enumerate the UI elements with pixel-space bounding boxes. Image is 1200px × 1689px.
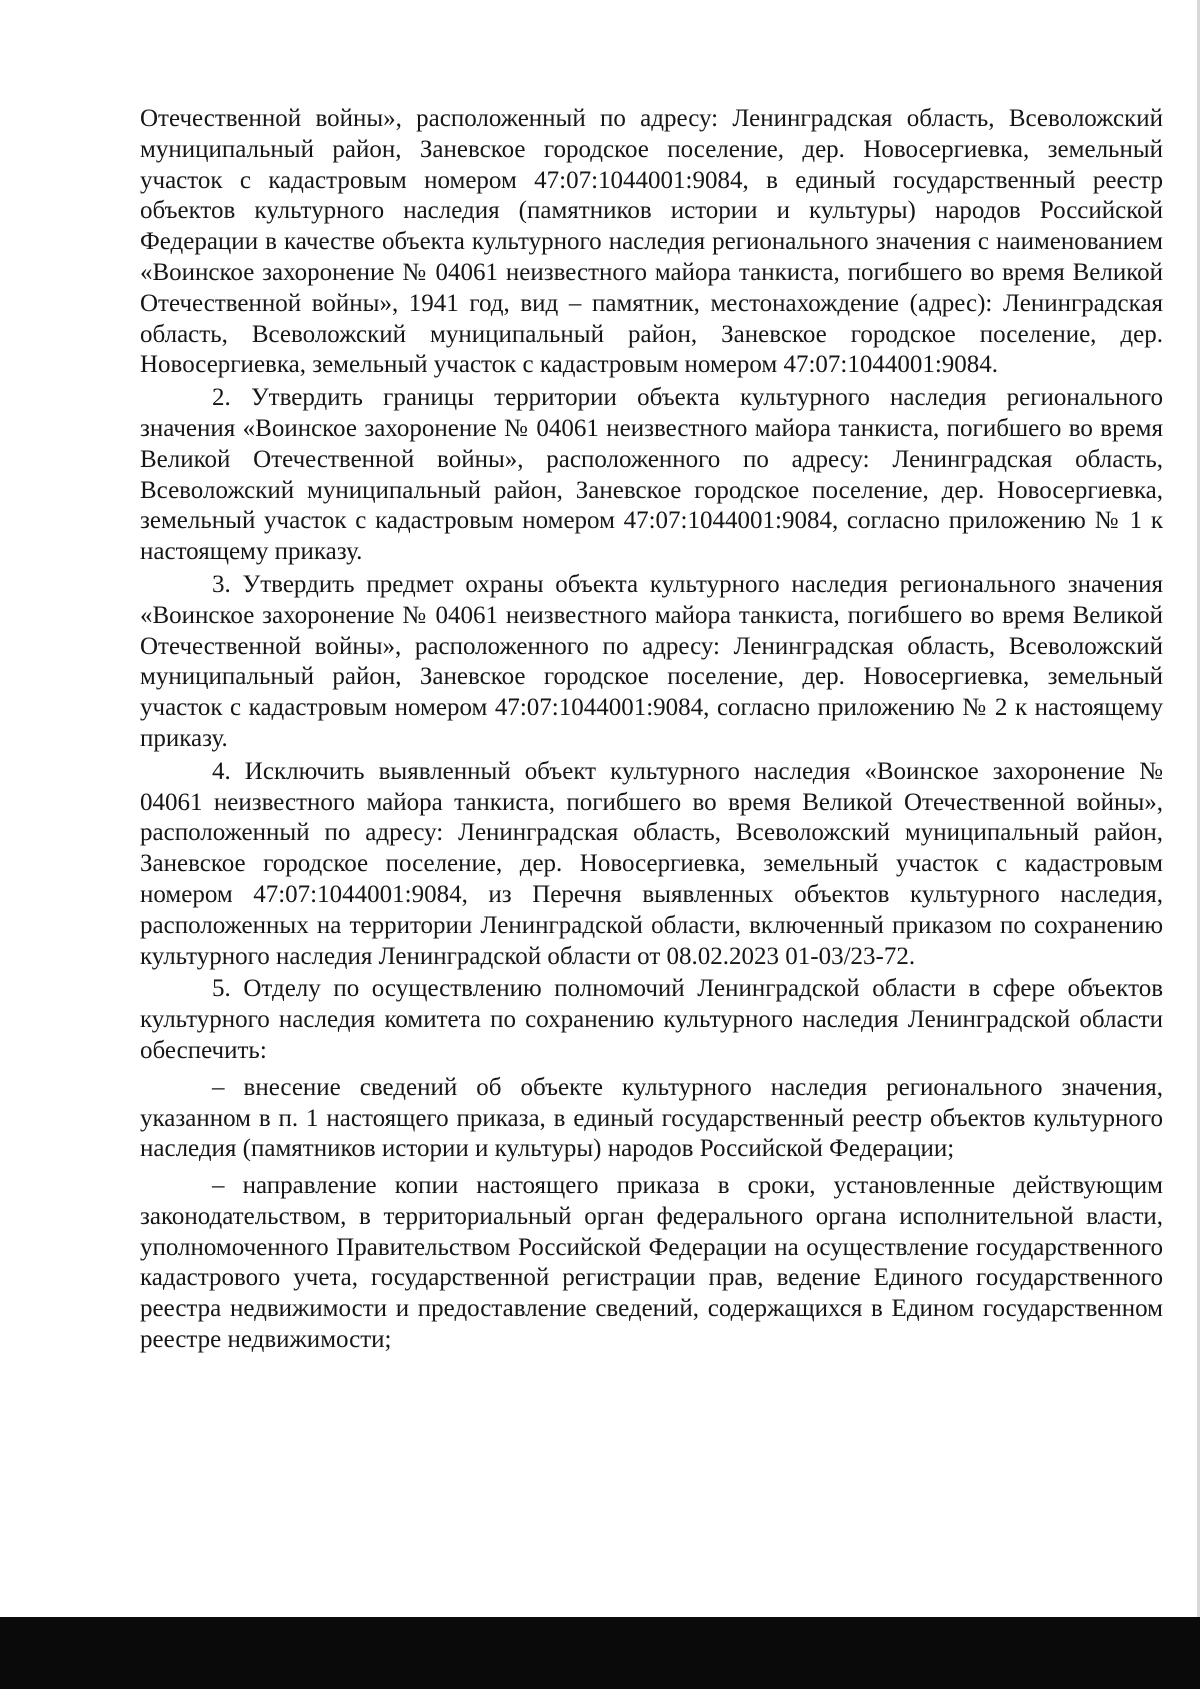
- paragraph-continuation: Отечественной войны», расположенный по адресу: Ленинградская область, Всеволожский муниципальный район, Заневское городское поселение, дер. Новосергиевка, земельный участок с кадастровым номером 47:07:1044001:9084, в единый государственный реестр объектов культурного наследия (памятников истории и культуры) народов Российской Федерации в качестве объекта культурного наследия регионального значения с наименованием «Воинское захоронение № 04061 неизвестного майора танкиста, погибшего во время Великой Отечественной войны», 1941 год, вид – памятник, местонахождение (адрес): Ленинградская область, Всеволожский муниципальный район, Заневское городское поселение, дер. Новосергиевка, земельный участок с кадастровым номером 47:07:1044001:9084.: [140, 105, 1163, 379]
- scan-bottom-border: [0, 1617, 1200, 1689]
- paragraph-item-3: 3. Утвердить предмет охраны объекта культурного наследия регионального значения «Воинское захоронение № 04061 неизвестного майора танкиста, погибшего во время Великой Отечественной войны», расположенного по адресу: Ленинградская область, Всеволожский муниципальный район, Заневское городское поселение, дер. Новосергиевка, земельный участок с кадастровым номером 47:07:1044001:9084, согласно приложению № 2 к настоящему приказу.: [140, 570, 1163, 752]
- paragraph-item-2: 2. Утвердить границы территории объекта культурного наследия регионального значения «Воинское захоронение № 04061 неизвестного майора танкиста, погибшего во время Великой Отечественной войны», расположенного по адресу: Ленинградская область, Всеволожский муниципальный район, Заневское городское поселение, дер. Новосергиевка, земельный участок с кадастровым номером 47:07:1044001:9084, согласно приложению № 1 к настоящему приказу.: [140, 384, 1163, 566]
- document-body: [140, 104, 1163, 1356]
- paragraph-bullet-copy: – направление копии настоящего приказа в сроки, установленные действующим законодательством, в территориальный орган федерального органа исполнительной власти, уполномоченного Правительством Российской Федерации на осуществление государственного кадастрового учета, государственной регистрации прав, ведение Единого государственного реестра недвижимости и предоставление сведений, содержащихся в Едином государственном реестре недвижимости;: [140, 1172, 1163, 1354]
- paragraph-item-4: 4. Исключить выявленный объект культурного наследия «Воинское захоронение № 04061 неизвестного майора танкиста, погибшего во время Великой Отечественной войны», расположенный по адресу: Ленинградская область, Всеволожский муниципальный район, Заневское городское поселение, дер. Новосергиевка, земельный участок с кадастровым номером 47:07:1044001:9084, из Перечня выявленных объектов культурного наследия, расположенных на территории Ленинградской области, включенный приказом по сохранению культурного наследия Ленинградской области от 08.02.2023 01-03/23-72.: [140, 757, 1163, 970]
- paragraph-item-5: 5. Отделу по осуществлению полномочий Ленинградской области в сфере объектов культурного наследия комитета по сохранению культурного наследия Ленинградской области обеспечить:: [140, 975, 1163, 1064]
- paragraph-bullet-registry: – внесение сведений об объекте культурного наследия регионального значения, указанном в п. 1 настоящего приказа, в единый государственный реестр объектов культурного наследия (памятников истории и культуры) народов Российской Федерации;: [140, 1073, 1163, 1163]
